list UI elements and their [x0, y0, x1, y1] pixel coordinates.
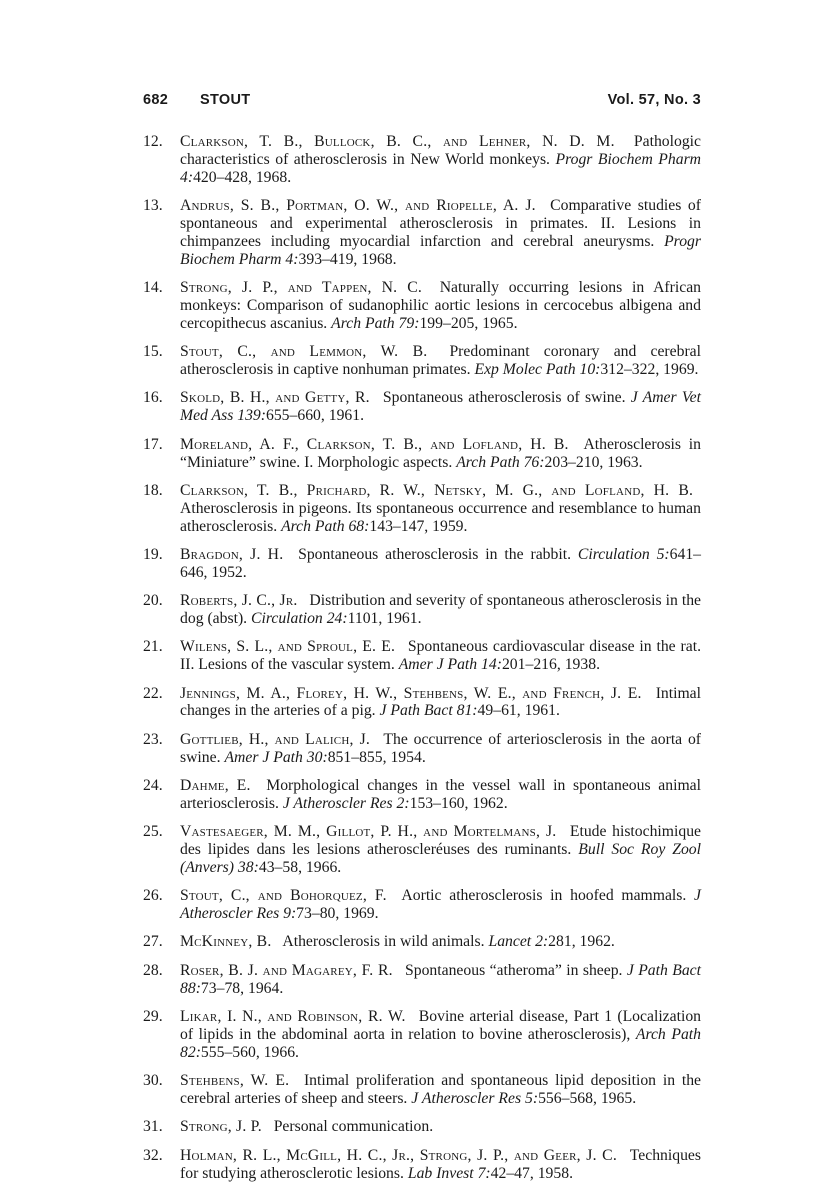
reference-title: Spontaneous atherosclerosis in the rabbit.	[298, 545, 571, 563]
reference-pages: 43–58, 1966.	[258, 858, 342, 876]
reference-text	[180, 962, 701, 997]
reference-number: 30.	[143, 1072, 163, 1090]
reference-item	[143, 389, 701, 425]
reference-item	[143, 482, 701, 536]
reference-item	[143, 823, 701, 877]
reference-authors: Vastesaeger, M. M., Gillot, P. H., and Mortelmans, J.	[180, 823, 557, 841]
reference-authors: Dahme, E.	[180, 776, 251, 794]
reference-pages: 655–660, 1961.	[265, 407, 365, 425]
reference-authors: Stout, C., and Bohorquez, F.	[180, 887, 387, 905]
reference-authors: McKinney, B.	[180, 933, 272, 951]
reference-authors: Clarkson, T. B., Bullock, B. C., and Lehner, N. D. M.	[180, 133, 615, 150]
reference-text	[180, 389, 701, 424]
reference-journal: J Path Bact 88:	[180, 961, 701, 997]
reference-journal: Lab Invest 7:	[407, 1164, 491, 1182]
reference-journal: J Path Bact 81:	[379, 702, 478, 720]
reference-item	[143, 685, 701, 721]
reference-journal: Amer J Path 14:	[398, 656, 502, 674]
reference-item	[143, 197, 701, 269]
reference-journal: Circulation 24:	[251, 610, 348, 628]
reference-authors: Bragdon, J. H.	[180, 545, 284, 563]
reference-title: Spontaneous atherosclerosis of swine.	[382, 389, 626, 407]
reference-number: 32.	[143, 1146, 163, 1164]
reference-journal: J Atheroscler Res 2:	[282, 794, 410, 812]
reference-journal: Arch Path 82:	[180, 1025, 701, 1061]
page-number: 682	[143, 92, 169, 108]
reference-number: 24.	[143, 776, 163, 794]
reference-text	[180, 887, 701, 922]
reference-title: Atherosclerosis in wild animals.	[282, 933, 485, 951]
reference-authors: Holman, R. L., McGill, H. C., Jr., Strong, J. P., and Geer, J. C.	[180, 1146, 617, 1164]
reference-number: 26.	[143, 887, 163, 905]
reference-number: 21.	[143, 638, 163, 656]
reference-journal: Circulation 5:	[577, 545, 670, 563]
reference-title: Pathologic characteristics of atherosclerosis in New World monkeys.	[180, 133, 702, 168]
reference-journal: Bull Soc Roy Zool (Anvers) 38:	[180, 841, 702, 876]
reference-item	[143, 592, 701, 628]
reference-journal: J Atheroscler Res 5:	[411, 1090, 539, 1107]
reference-item	[143, 343, 701, 379]
reference-item	[143, 933, 701, 951]
reference-number: 13.	[143, 197, 163, 215]
reference-title: Intimal changes in the arteries of a pig.	[180, 684, 701, 720]
reference-pages: 555–560, 1966.	[200, 1043, 299, 1061]
reference-journal: Progr Biochem Pharm 4:	[180, 232, 701, 268]
reference-number: 23.	[143, 730, 163, 748]
reference-title: Naturally occurring lesions in African monkeys: Comparison of sudanophilic aortic lesions in cercocebus albigena and cercopithecus ascanius.	[180, 279, 702, 332]
reference-journal: J Amer Vet Med Ass 139:	[180, 389, 701, 425]
reference-authors: Strong, J. P., and Tappen, N. C.	[180, 279, 423, 297]
reference-number: 15.	[143, 343, 163, 361]
reference-pages: 851–855, 1954.	[327, 748, 426, 766]
reference-text	[180, 777, 701, 812]
reference-pages: 201–216, 1938.	[501, 656, 600, 674]
reference-number: 20.	[143, 592, 163, 610]
reference-pages: 73–78, 1964.	[200, 979, 284, 997]
reference-text	[180, 731, 701, 766]
reference-journal: Exp Molec Path 10:	[474, 361, 601, 379]
reference-title: Personal communication.	[273, 1118, 434, 1136]
reference-text	[180, 685, 701, 720]
reference-title: Aortic atherosclerosis in hoofed mammals.	[401, 887, 687, 905]
reference-title: Bovine arterial disease, Part 1 (Localization of lipids in the abdominal aorta in relation to bovine atherosclerosis),	[180, 1007, 702, 1043]
reference-pages: 42–47, 1958.	[490, 1164, 573, 1182]
reference-title: Etude histochimique des lipides dans les lesions atheroscleréuses des ruminants.	[180, 823, 702, 859]
reference-authors: Wilens, S. L., and Sproul, E. E.	[180, 638, 396, 656]
reference-authors: Stehbens, W. E.	[180, 1072, 290, 1090]
reference-authors: Likar, I. N., and Robinson, R. W.	[180, 1007, 406, 1025]
reference-item	[143, 436, 701, 472]
reference-item	[143, 887, 701, 923]
reference-item	[143, 546, 701, 582]
reference-pages: 199–205, 1965.	[419, 314, 518, 332]
reference-title: Comparative studies of spontaneous and experimental atherosclerosis in primates. II. Lesions in chimpanzees including myocardial infarction and cerebral aneurysms.	[180, 197, 701, 250]
reference-number: 16.	[143, 389, 163, 407]
reference-text	[180, 823, 701, 876]
running-head	[143, 92, 701, 118]
reference-title: Predominant coronary and cerebral atherosclerosis in captive nonhuman primates.	[180, 343, 702, 379]
reference-title: Atherosclerosis in “Miniature” swine. I. Morphologic aspects.	[180, 435, 701, 471]
reference-authors: Roser, B. J. and Magarey, F. R.	[180, 961, 393, 979]
journal-page	[143, 92, 701, 1193]
reference-number: 18.	[143, 481, 163, 499]
reference-text	[180, 638, 701, 673]
reference-journal: Amer J Path 30:	[224, 748, 328, 766]
volume-issue: Vol. 57, No. 3	[607, 92, 701, 108]
reference-journal: Progr Biochem Pharm 4:	[180, 150, 701, 186]
reference-journal: Arch Path 76:	[456, 453, 545, 471]
reference-pages: 556–568, 1965.	[538, 1090, 637, 1107]
reference-number: 28.	[143, 961, 163, 979]
reference-title: Spontaneous cardiovascular disease in the rat. II. Lesions of the vascular system.	[180, 638, 701, 674]
reference-number: 29.	[143, 1007, 163, 1025]
reference-text	[180, 436, 701, 471]
reference-number: 25.	[143, 823, 163, 841]
running-head-author: STOUT	[200, 92, 251, 108]
reference-authors: Moreland, A. F., Clarkson, T. B., and Lofland, H. B.	[180, 435, 569, 453]
reference-pages: 641–646, 1952.	[180, 545, 702, 581]
reference-title: Techniques for studying atherosclerotic lesions.	[180, 1146, 701, 1182]
reference-number: 17.	[143, 435, 163, 453]
reference-item	[143, 1118, 701, 1136]
reference-text	[180, 1072, 701, 1107]
reference-authors: Clarkson, T. B., Prichard, R. W., Netsky, M. G., and Lofland, H. B.	[180, 481, 694, 499]
reference-title: Spontaneous “atheroma” in sheep.	[405, 961, 623, 979]
reference-item	[143, 731, 701, 767]
reference-text	[180, 1147, 701, 1182]
reference-pages: 1101, 1961.	[347, 610, 422, 628]
reference-item	[143, 133, 701, 187]
reference-number: 27.	[143, 933, 163, 951]
reference-title: Intimal proliferation and spontaneous lipid deposition in the cerebral arteries of sheep and steers.	[180, 1072, 702, 1107]
reference-pages: 203–210, 1963.	[544, 453, 643, 471]
reference-number: 22.	[143, 684, 163, 702]
reference-title: Distribution and severity of spontaneous atherosclerosis in the dog (abst).	[180, 592, 702, 628]
reference-number: 31.	[143, 1118, 163, 1136]
reference-authors: Roberts, J. C., Jr.	[180, 592, 298, 610]
reference-pages: 49–61, 1961.	[477, 702, 560, 720]
reference-item	[143, 1072, 701, 1108]
reference-text	[180, 546, 701, 581]
reference-pages: 312–322, 1969.	[600, 361, 699, 379]
reference-text	[180, 1008, 701, 1061]
reference-pages: 73–80, 1969.	[296, 905, 379, 923]
reference-text	[180, 343, 701, 378]
reference-text	[180, 1118, 433, 1135]
reference-pages: 393–419, 1968.	[298, 250, 397, 268]
reference-journal: Lancet 2:	[488, 933, 549, 951]
reference-authors: Skold, B. H., and Getty, R.	[180, 389, 370, 407]
reference-number: 14.	[143, 279, 163, 297]
reference-text	[180, 592, 701, 627]
reference-pages: 153–160, 1962.	[409, 794, 508, 812]
reference-authors: Stout, C., and Lemmon, W. B.	[180, 343, 428, 361]
reference-title: Atherosclerosis in pigeons. Its spontaneous occurrence and resemblance to human atherosclerosis.	[180, 499, 701, 535]
reference-list	[143, 133, 701, 1182]
reference-text	[180, 197, 701, 268]
reference-title: Morphological changes in the vessel wall in spontaneous animal arteriosclerosis.	[180, 776, 701, 812]
reference-number: 12.	[143, 133, 163, 150]
reference-item	[143, 777, 701, 813]
reference-authors: Jennings, M. A., Florey, H. W., Stehbens, W. E., and French, J. E.	[180, 684, 642, 702]
reference-authors: Strong, J. P.	[180, 1118, 262, 1136]
reference-pages: 143–147, 1959.	[369, 517, 468, 535]
reference-item	[143, 1008, 701, 1062]
reference-text	[180, 482, 701, 535]
reference-item	[143, 962, 701, 998]
reference-journal: J Atheroscler Res 9:	[180, 887, 702, 923]
reference-pages: 420–428, 1968.	[193, 168, 292, 186]
reference-title: The occurrence of arteriosclerosis in the aorta of swine.	[180, 730, 702, 766]
reference-journal: Arch Path 79:	[331, 314, 420, 332]
reference-authors: Gottlieb, H., and Lalich, J.	[180, 730, 371, 748]
reference-pages: 281, 1962.	[548, 933, 615, 951]
reference-journal: Arch Path 68:	[281, 517, 370, 535]
reference-number: 19.	[143, 545, 163, 563]
reference-text	[180, 279, 701, 332]
reference-item	[143, 279, 701, 333]
reference-authors: Andrus, S. B., Portman, O. W., and Riopelle, A. J.	[180, 197, 536, 215]
reference-text	[180, 933, 615, 950]
reference-text	[180, 133, 701, 186]
reference-item	[143, 638, 701, 674]
